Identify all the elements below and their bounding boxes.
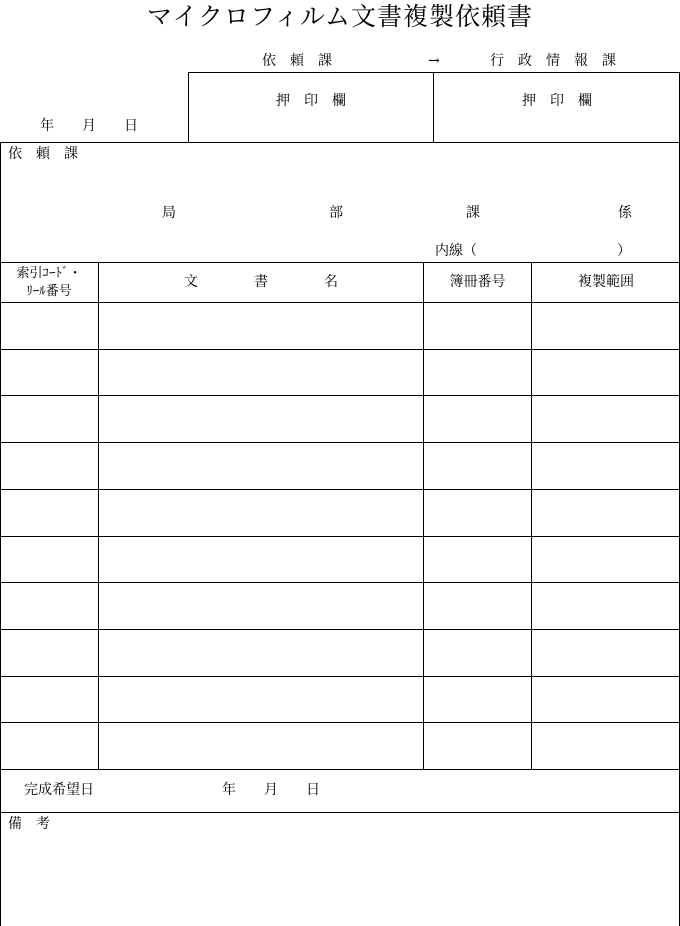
form-frame [0, 142, 680, 926]
stamp-box [188, 72, 680, 143]
table-row-line [0, 349, 680, 350]
route-arrow: → [428, 53, 440, 69]
stamp-label-2: 押 印 欄 [522, 93, 592, 109]
extension-label: 内線（ ） [435, 243, 631, 259]
completion-label: 完成希望日 [24, 782, 94, 798]
table-row-line [0, 769, 680, 770]
table-row-line [0, 302, 680, 303]
route-from: 依 頼 課 [262, 53, 332, 69]
department-label: 部 [329, 205, 343, 221]
col-line-1 [98, 262, 99, 769]
table-row-line [0, 582, 680, 583]
header-index-line2: ﾘｰﾙ番号 [26, 284, 72, 299]
section-label: 課 [466, 205, 480, 221]
stamp-label-1: 押 印 欄 [276, 93, 346, 109]
requester-label: 依 頼 課 [8, 146, 78, 162]
completion-date: 年 月 日 [222, 782, 320, 798]
table-row-line [0, 442, 680, 443]
form-title: マイクロフィルム文書複製依頼書 [146, 2, 533, 31]
stamp-divider [433, 72, 434, 143]
header-volume-number: 簿冊番号 [449, 274, 506, 290]
table-row-line [0, 489, 680, 490]
table-row-line [0, 676, 680, 677]
table-top-line [0, 262, 680, 263]
table-row-line [0, 536, 680, 537]
header-index-line1: 索引ｺｰﾄﾞ・ [16, 266, 82, 281]
bureau-label: 局 [162, 205, 176, 221]
header-index-code [0, 265, 98, 301]
table-row-line [0, 722, 680, 723]
table-row-line [0, 395, 680, 396]
remarks-label: 備 考 [8, 816, 50, 832]
completion-bottom-line [0, 812, 680, 813]
unit-label: 係 [618, 205, 632, 221]
header-document-name: 文 書 名 [184, 274, 338, 290]
col-line-2 [423, 262, 424, 769]
col-line-3 [531, 262, 532, 769]
table-row-line [0, 629, 680, 630]
header-copy-range: 複製範囲 [578, 274, 634, 290]
request-date: 年 月 日 [40, 118, 138, 134]
route-to: 行 政 情 報 課 [490, 53, 616, 69]
